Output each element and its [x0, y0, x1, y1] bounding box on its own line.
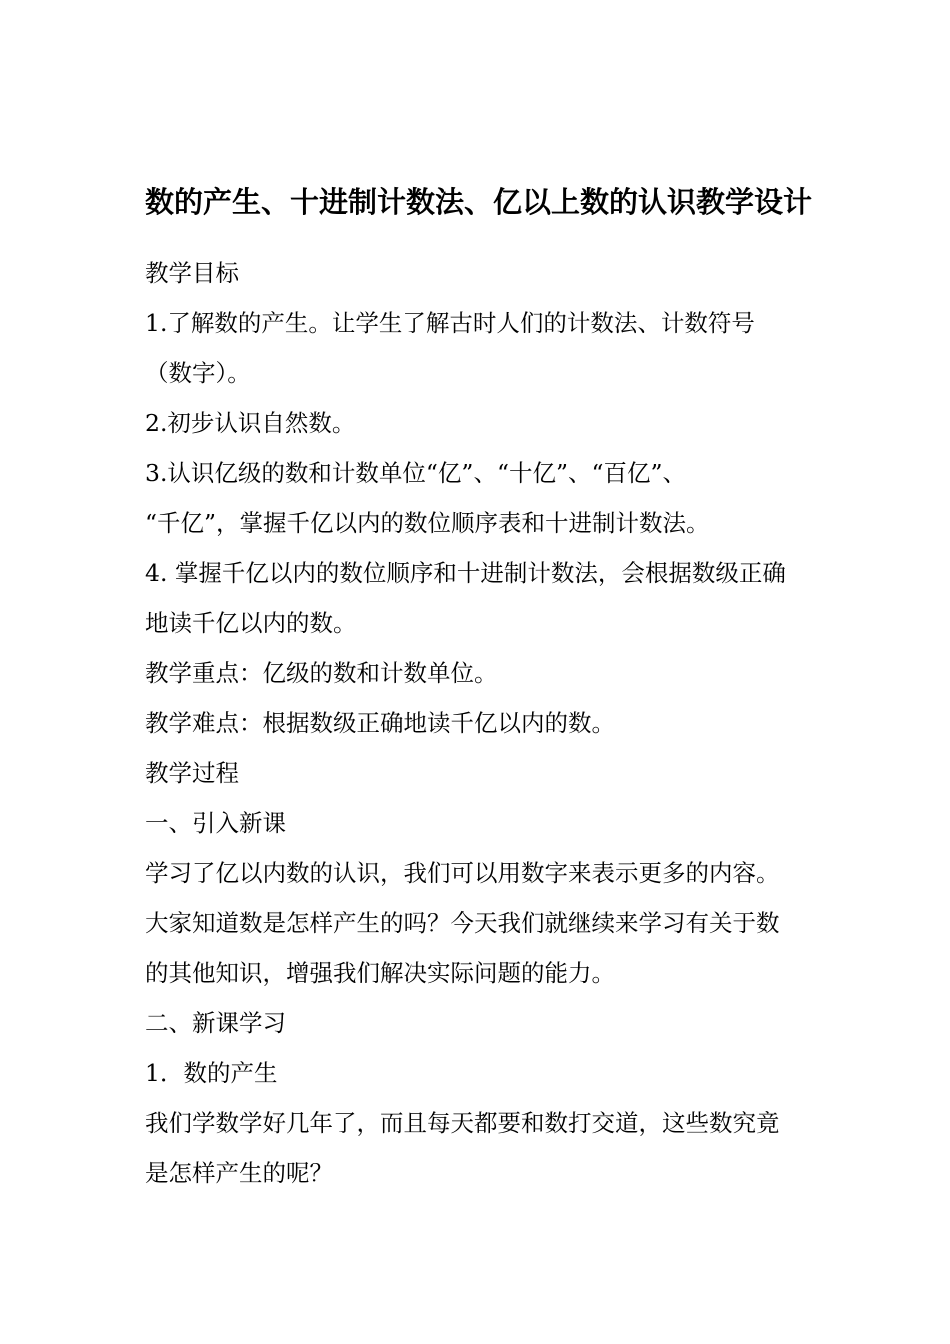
text-line: 3.认识亿级的数和计数单位“亿”、“十亿”、“百亿”、	[145, 459, 687, 487]
text-line: 一、引入新课	[145, 809, 286, 837]
text-line: 教学难点：根据数级正确地读千亿以内的数。	[145, 709, 615, 737]
text-line: 二、新课学习	[145, 1009, 286, 1037]
text-line: 学习了亿以内数的认识，我们可以用数字来表示更多的内容。	[145, 859, 780, 887]
text-line: 4. 掌握千亿以内的数位顺序和十进制计数法，会根据数级正确	[145, 559, 786, 587]
text-line: “千亿”，掌握千亿以内的数位顺序表和十进制计数法。	[145, 509, 710, 537]
text-line: 教学过程	[145, 759, 239, 787]
text-line: （数字）。	[145, 359, 251, 387]
text-line: 是怎样产生的呢？	[145, 1159, 333, 1187]
text-line: 1.了解数的产生。让学生了解古时人们的计数法、计数符号	[145, 309, 755, 337]
text-line: 地读千亿以内的数。	[145, 609, 357, 637]
text-line: 教学重点：亿级的数和计数单位。	[145, 659, 498, 687]
text-line: 我们学数学好几年了，而且每天都要和数打交道，这些数究竟	[145, 1109, 780, 1137]
document-title: 数的产生、十进制计数法、亿以上数的认识教学设计	[145, 185, 813, 219]
text-line: 2.初步认识自然数。	[145, 409, 356, 437]
text-line: 的其他知识，增强我们解决实际问题的能力。	[145, 959, 615, 987]
text-line: 大家知道数是怎样产生的吗？今天我们就继续来学习有关于数	[145, 909, 780, 937]
text-line: 教学目标	[145, 259, 239, 287]
text-line: 1．数的产生	[145, 1059, 278, 1087]
document-body	[145, 248, 810, 1198]
